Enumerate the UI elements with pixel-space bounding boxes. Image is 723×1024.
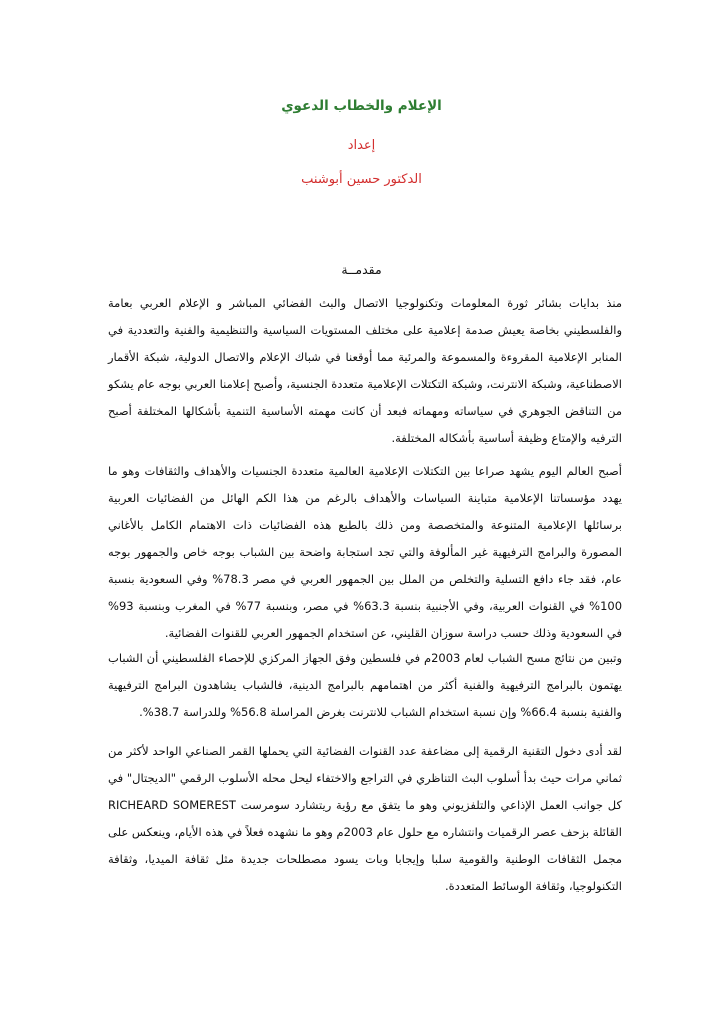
paragraph-1: منذ بدايات بشائر ثورة المعلومات وتكنولوجيا الاتصال والبث الفضائي المباشر و الإعلام العربي بعامة والفلسطيني بخاصة يعيش صدمة إعلامية على مختلف المستويات السياسية والتنظيمية والفنية والتعددية في المنابر الإعلامية المقروءة والمسموعة والمرئية مما أوقعنا في شباك الإعلام والاتصال الدولية، شبكة الأقمار الاصطناعية، وشبكة الانترنت، وشبكة التكتلات الإعلامية متعددة الجنسية، وأصبح إعلامنا العربي بوجه عام يشكو من التناقض الجوهري في سياساته ومهماته فبعد أن كانت مهمته الأساسية التنمية بأشكالها المختلفة أصبح الترفيه والإمتاع وظيفة أساسية بأشكاله المختلفة. [108,296,622,445]
paragraph-4: لقد أدى دخول التقنية الرقمية إلى مضاعفة عدد القنوات الفضائية التي يحملها القمر الصناعي الواحد لأكثر من ثماني مرات حيث بدأ أسلوب البث التناظري في التراجع والاختفاء ليحل محله الأسلوب الرقمي "الديجتال" في كل جوانب العمل الإذاعي والتلفزيوني وهو ما يتفق مع رؤية ريتشارد سومرست RICHEARD SOMEREST القائلة بزحف عصر الرقميات وانتشاره مع حلول عام 2003م وهو ما نشهده فعلاً في هذه الأيام، وينعكس على مجمل الثقافات الوطنية والقومية سلبا وإيجابا وبات يسود مصطلحات جديدة مثل ثقافة الميديا، وثقافة التكنولوجيا، وثقافة الوسائط المتعددة. [108,744,622,893]
paragraph-3: وتبين من نتائج مسح الشباب لعام 2003م في فلسطين وفق الجهاز المركزي للإحصاء الفلسطيني أن الشباب يهتمون بالبرامج الترفيهية والفنية أكثر من اهتمامهم بالبرامج الدينية، فالشباب يشاهدون البرامج الترفيهية والفنية بنسبة 66.4% وإن نسبة استخدام الشباب للانترنت بغرض المراسلة 56.8% وللدراسة 38.7%. [108,651,622,719]
intro-heading: مقدمــة [341,262,382,277]
paragraph-2: أصبح العالم اليوم يشهد صراعا بين التكتلات الإعلامية العالمية متعددة الجنسيات والأهداف والثقافات وهو ما يهدد مؤسساتنا الإعلامية متباينة السياسات والأهداف بالرغم من هذا الكم الهائل من الفضائيات العربية برسائلها الإعلامية المتنوعة والمتخصصة ومن ذلك بالطبع هذه الفضائيات ذات الاهتمام الكامل بالأغاني المصورة والبرامج الترفيهية غير المألوفة والتي تجد استجابة واضحة بين الشباب بوجه خاص والجمهور بوجه عام، فقد جاء دافع التسلية والتخلص من الملل بين الجمهور العربي في مصر 78.3% وفي السعودية بنسبة 100% في القنوات العربية، وفي الأجنبية بنسبة 63.3% في مصر، وبنسبة 77% في المغرب وبنسبة 93% في السعودية وذلك حسب دراسة سوزان القليني، عن استخدام الجمهور العربي للقنوات الفضائية. [108,464,623,640]
prepared-by-label: إعداد [347,138,376,153]
document-title: الإعلام والخطاب الدعوي [281,98,442,114]
author-name: الدكتور حسين أبوشنب [301,172,422,187]
